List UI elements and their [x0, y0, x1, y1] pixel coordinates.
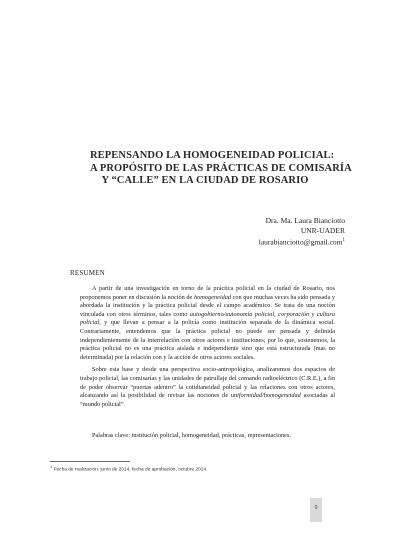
keywords: Palabras clave: institución policial, homogeneidad, prácticas, representaciones.	[92, 432, 291, 439]
author-name: Dra. Ma. Laura Bianciotto	[265, 216, 345, 225]
author-email-line	[259, 236, 345, 248]
abstract-paragraph-1	[80, 285, 335, 362]
author-footnote-mark: 1	[342, 238, 345, 243]
title-line-3: Y “CALLE” EN LA CIUDAD DE ROSARIO	[101, 175, 309, 186]
footnote-text: Fecha de realización: junio de 2014, fecha de aprobación, octubre 2014.	[52, 467, 208, 473]
author-affiliation: UNR-UADER	[300, 226, 345, 235]
abstract-text: Sobre esta base y desde una perspectiva socio-antropológica, analizaremos dos espacios de trabajo policial, las comisarías y las unidades de patrullaje del comando radioeléctrico (C.R.E.), a fin de poder observar “puertas adentro” la cotidianeidad policial y las relaciones con otros actores, alcanzando así la posibilidad de revisar las nociones de	[80, 366, 335, 400]
article-title	[90, 150, 352, 188]
abstract-paragraph-2	[80, 366, 335, 409]
abstract-text: A partir de una investigación en torno de la práctica policial en la ciudad de Rosario, nos proponemos poner en discusión la noción de	[80, 285, 335, 301]
title-line-1: REPENSANDO LA HOMOGENEIDAD POLICIAL:	[90, 150, 335, 161]
abstract-text: asociadas al “mundo policial”.	[80, 392, 335, 408]
abstract-text: con que muchas veces ha sido pensada y abordada la institución y la práctica policial desde el campo académico. Se trata de una noción vinculada con otros términos, tales como	[80, 293, 335, 318]
abstract-body	[80, 285, 335, 413]
author-block	[259, 216, 345, 248]
title-line-2: A PROPÓSITO DE LAS PRÁCTICAS DE COMISARÍA	[90, 162, 352, 174]
abstract-heading: RESUMEN	[70, 269, 105, 277]
abstract-emphasis: uniformidad/homogeneidad	[230, 392, 301, 400]
abstract-emphasis: homogeneidad	[193, 293, 232, 301]
author-email[interactable]: laurabianciotto@gmail.com	[258, 237, 343, 247]
footnote	[50, 464, 207, 473]
page-number: 9	[314, 505, 318, 511]
abstract-text: , y que llevan a pensar a la policía como institución separada de la dinámica social. Contrariamente, entendemos que la práctica policial no puede ser pensada y definida independientemente de la interrelación con otros actores e instituciones; por lo que, sostenemos, la práctica policial no es una práctica aislada e independiente sino que está estructurada (mas no determinada) por la relación con y la acción de otros actores sociales.	[80, 319, 335, 361]
abstract-emphasis: autogobierno/autonomía policial, corporación y cultura policial	[80, 310, 336, 327]
footnote-mark: 1	[50, 464, 53, 469]
footnote-divider	[50, 461, 130, 462]
